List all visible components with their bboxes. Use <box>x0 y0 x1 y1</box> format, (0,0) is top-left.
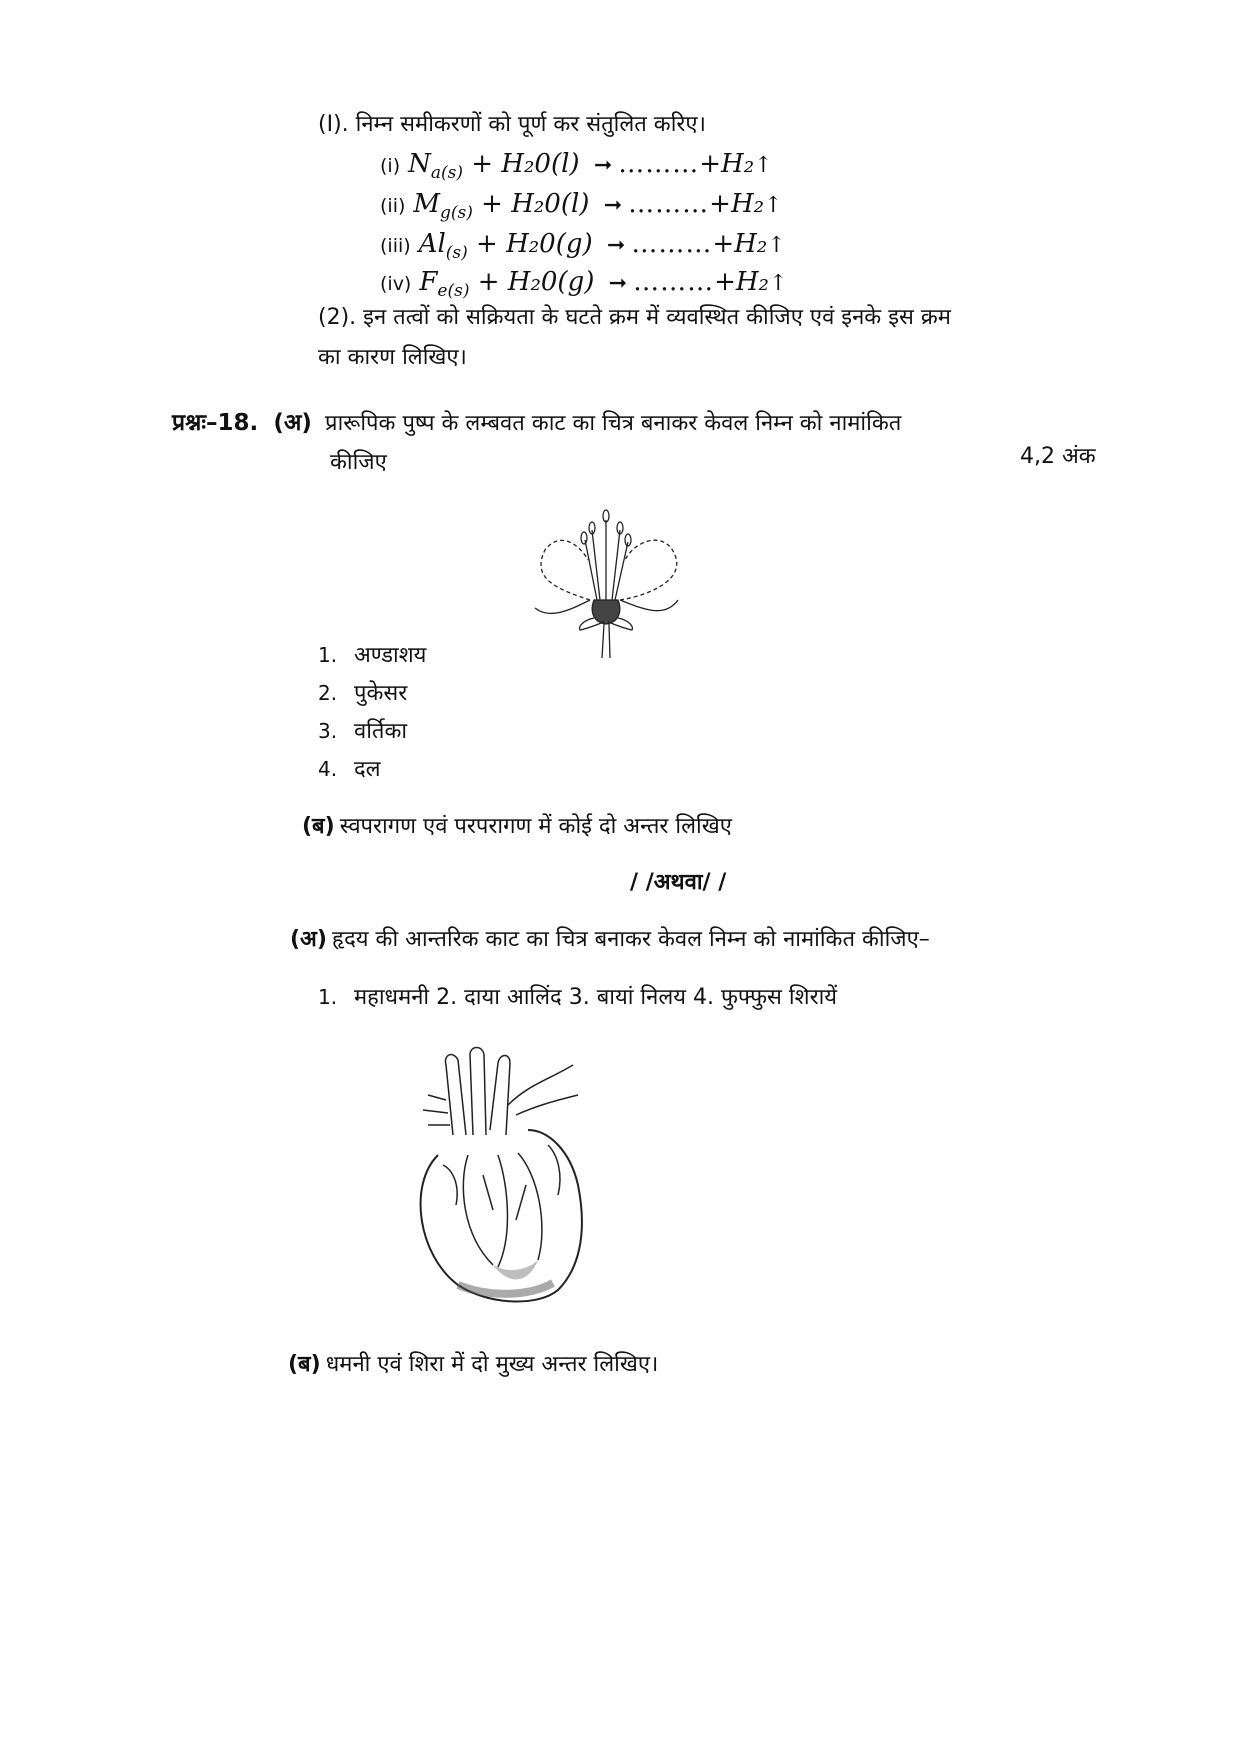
part-b-text: स्वपरागण एवं परपरागण में कोई दो अन्तर लिखिए <box>339 814 732 839</box>
alt-part-b-text: धमनी एवं शिरा में दो मुख्य अन्तर लिखिए। <box>325 1352 659 1377</box>
right-arrow-icon: ➞ <box>603 193 623 218</box>
equation-row <box>380 227 786 270</box>
equation-blank: ……… <box>633 267 715 297</box>
right-arrow-icon: ➞ <box>593 153 613 178</box>
alt-part-a-label: (अ) <box>290 927 327 952</box>
equation-subscript: g(s) <box>440 203 473 224</box>
alt-part-a <box>290 925 930 955</box>
equation-label: (ii) <box>380 195 406 217</box>
equation-reactant: + H₂0(g) <box>477 267 595 297</box>
part-b <box>302 812 732 842</box>
list-item-number: 3. <box>318 719 338 743</box>
equation-row <box>380 187 782 230</box>
up-arrow-icon: ↑ <box>768 271 788 296</box>
equation-reactant: + H₂0(l) <box>481 189 590 219</box>
marks-label: 4,2 अंक <box>1020 444 1096 469</box>
list-item-text: वर्तिका <box>354 719 408 744</box>
question-18-header <box>172 405 901 439</box>
question-number: प्रश्नः–18. <box>172 410 259 436</box>
equation-label: (i) <box>380 155 401 177</box>
alt-part-a-text: हृदय की आन्तरिक काट का चित्र बनाकर केवल निम्न को नामांकित कीजिए– <box>332 927 930 952</box>
list-item <box>318 640 426 671</box>
right-arrow-icon: ➞ <box>606 233 626 258</box>
equation-subscript: e(s) <box>437 281 470 302</box>
list-item-number: 1. <box>318 985 338 1009</box>
part-a-label: (अ) <box>273 410 312 436</box>
heart-labels-text: महाधमनी 2. दाया आलिंद 3. बायां निलय 4. फुफ्फुस शिरायें <box>354 985 838 1010</box>
heart-section-diagram <box>398 1035 628 1315</box>
part-b-label: (ब) <box>302 814 335 839</box>
flower-section-diagram <box>520 500 690 660</box>
equation-subscript: a(s) <box>430 163 463 184</box>
equation-subscript: (s) <box>445 243 468 264</box>
list-item <box>318 716 407 747</box>
right-arrow-icon: ➞ <box>608 271 628 296</box>
equation-label: (iv) <box>380 273 412 295</box>
ordering-question-line2: का कारण लिखिए। <box>318 345 467 370</box>
equation-product: +H₂ <box>712 229 768 259</box>
ordering-question-line1: (2). इन तत्वों को सक्रियता के घटते क्रम में व्यवस्थित कीजिए एवं इनके इस क्रम <box>318 305 951 330</box>
equation-product: +H₂ <box>714 267 769 297</box>
list-item-number: 4. <box>318 757 338 781</box>
list-item-number: 1. <box>318 643 338 667</box>
list-item <box>318 754 381 785</box>
equation-blank: ……… <box>628 189 710 219</box>
equation-element: Al <box>418 229 446 259</box>
heart-label-list <box>318 982 837 1013</box>
equation-row <box>380 265 787 308</box>
up-arrow-icon: ↑ <box>767 233 786 258</box>
equation-row <box>380 147 773 190</box>
part-a-text: प्रारूपिक पुष्प के लम्बवत काट का चित्र बनाकर केवल निम्न को नामांकित <box>325 411 902 436</box>
or-separator: / /अथवा/ / <box>630 870 727 895</box>
equation-element: F <box>419 267 438 297</box>
list-item-text: अण्डाशय <box>354 643 427 668</box>
equation-product: +H₂ <box>709 189 765 219</box>
equation-element: N <box>408 149 431 179</box>
part-a-text-continued: कीजिए <box>330 450 387 475</box>
alt-part-b <box>288 1350 658 1380</box>
equation-blank: ……… <box>618 149 700 179</box>
list-item-text: पुकेसर <box>354 681 408 706</box>
list-item <box>318 678 407 709</box>
alt-part-b-label: (ब) <box>288 1352 321 1377</box>
up-arrow-icon: ↑ <box>764 193 783 218</box>
up-arrow-icon: ↑ <box>754 153 773 178</box>
equation-product: +H₂ <box>699 149 755 179</box>
equation-element: M <box>413 189 441 219</box>
list-item-text: दल <box>354 757 381 782</box>
equation-blank: ……… <box>631 229 713 259</box>
equation-instruction: (I). निम्न समीकरणों को पूर्ण कर संतुलित करिए। <box>318 112 706 137</box>
equation-label: (iii) <box>380 235 411 257</box>
equation-reactant: + H₂0(g) <box>476 229 593 259</box>
list-item-number: 2. <box>318 681 338 705</box>
equation-reactant: + H₂0(l) <box>471 149 580 179</box>
